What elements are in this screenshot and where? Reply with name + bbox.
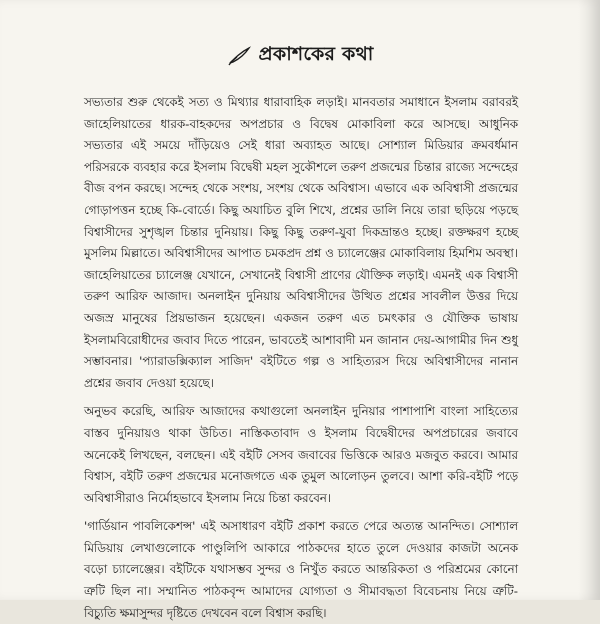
paragraph-1: সভ্যতার শুরু থেকেই সত্য ও মিথ্যার ধারাবাহিক লড়াই। মানবতার সমাধানে ইসলাম বরাবরই জাহেলিয়াতের ধারক-বাহকদের অপপ্রচার ও বিদ্বেষ মোকাবিলা করে আসছে। আধুনিক সভ্যতার এই সময়ে দাঁড়িয়েও সেই ধারা অব্যাহত আছে। সোশ্যাল মিডিয়ার ক্রমবর্ধমান পরিসরকে ব্যবহার করে ইসলাম বিদ্বেষী মহল সুকৌশলে তরুণ প্রজন্মের চিন্তার রাজ্যে সন্দেহের বীজ বপন করছে। সন্দেহ থেকে সংশয়, সংশয় থেকে অবিশ্বাস। এভাবে এক অবিশ্বাসী প্রজন্মের গোড়াপত্তন হচ্ছে কি-বোর্ডে। কিছু অযাচিত বুলি শিখে, প্রশ্নের ডালি নিয়ে তারা ছড়িয়ে পড়ছে বিশ্বাসীদের সুশৃঙ্খল চিন্তার দুনিয়ায়। কিছু কিছু তরুণ-যুবা দিকভ্রান্তও হচ্ছে। রক্তক্ষরণ হচ্ছে মুসলিম মিল্লাতে। অবিশ্বাসীদের আপাত চমকপ্রদ প্রশ্ন ও চ্যালেঞ্জের মোকাবিলায় হিমশিম অবস্থা। জাহেলিয়াতের চ্যালেঞ্জ যেখানে, সেখানেই বিশ্বাসী প্রাণের যৌক্তিক লড়াই। এমনই এক বিশ্বাসী তরুণ আরিফ আজাদ। অনলাইন দুনিয়ায় অবিশ্বাসীদের উত্থিত প্রশ্নের সাবলীল উত্তর দিয়ে অজস্র মানুষের প্রিয়ভাজন হয়েছেন। একজন তরুণ এত চমৎকার ও যৌক্তিক ভাষায় ইসলামবিরোধীদের জবাব দিতে পারেন, ভাবতেই আশাবাদী মন জানান দেয়-আগামীর দিন শুধু সম্ভাবনার। 'প্যারাডক্সিক্যাল সাজিদ' বইটিতে গল্প ও সাহিত্যরস দিয়ে অবিশ্বাসীদের নানান প্রশ্নের জবাব দেওয়া হয়েছে। bbox=[84, 95, 518, 390]
page-heading bbox=[0, 40, 600, 72]
quill-pen-icon bbox=[227, 46, 251, 66]
page-spine-shadow bbox=[578, 0, 600, 600]
paragraph-3: 'গার্ডিয়ান পাবলিকেশন্স' এই অসাধারণ বইটি প্রকাশ করতে পেরে অত্যন্ত আনন্দিত। সোশ্যাল মিডিয়ায় লেখাগুলোকে পাণ্ডুলিপি আকারে পাঠকদের হাতে তুলে দেওয়ার কাজটা অনেক বড়ো চ্যালেঞ্জের। বইটিকে যথাসম্ভব সুন্দর ও নিখুঁত করতে আন্তরিকতা ও পরিশ্রমের কোনো ত্রুটি ছিল না। সম্মানিত পাঠকবৃন্দ আমাদের যোগ্যতা ও সীমাবদ্ধতা বিবেচনায় নিয়ে ত্রুটি-বিচ্যুতি ক্ষমাসুন্দর দৃষ্টিতে দেখবেন বলে বিশ্বাস করছি। bbox=[84, 519, 518, 620]
page-title: প্রকাশকের কথা bbox=[258, 43, 374, 65]
body-text bbox=[84, 92, 518, 624]
paragraph-2: অনুভব করেছি, আরিফ আজাদের কথাগুলো অনলাইন দুনিয়ার পাশাপাশি বাংলা সাহিত্যের বাস্তব দুনিয়ায়ও থাকা উচিত। নাস্তিকতাবাদ ও ইসলাম বিদ্বেষীদের অপপ্রচারের জবাবে অনেকেই লিখছেন, বলছেন। এই বইটি সেসব জবাবের ভিত্তিকে আরও মজবুত করবে। আমার বিশ্বাস, বইটি তরুণ প্রজন্মের মনোজগতে এক তুমুল আলোড়ন তুলবে। আশা করি-বইটি পড়ে অবিশ্বাসীরাও নির্মোহভাবে ইসলাম নিয়ে চিন্তা করবেন। bbox=[84, 404, 518, 505]
